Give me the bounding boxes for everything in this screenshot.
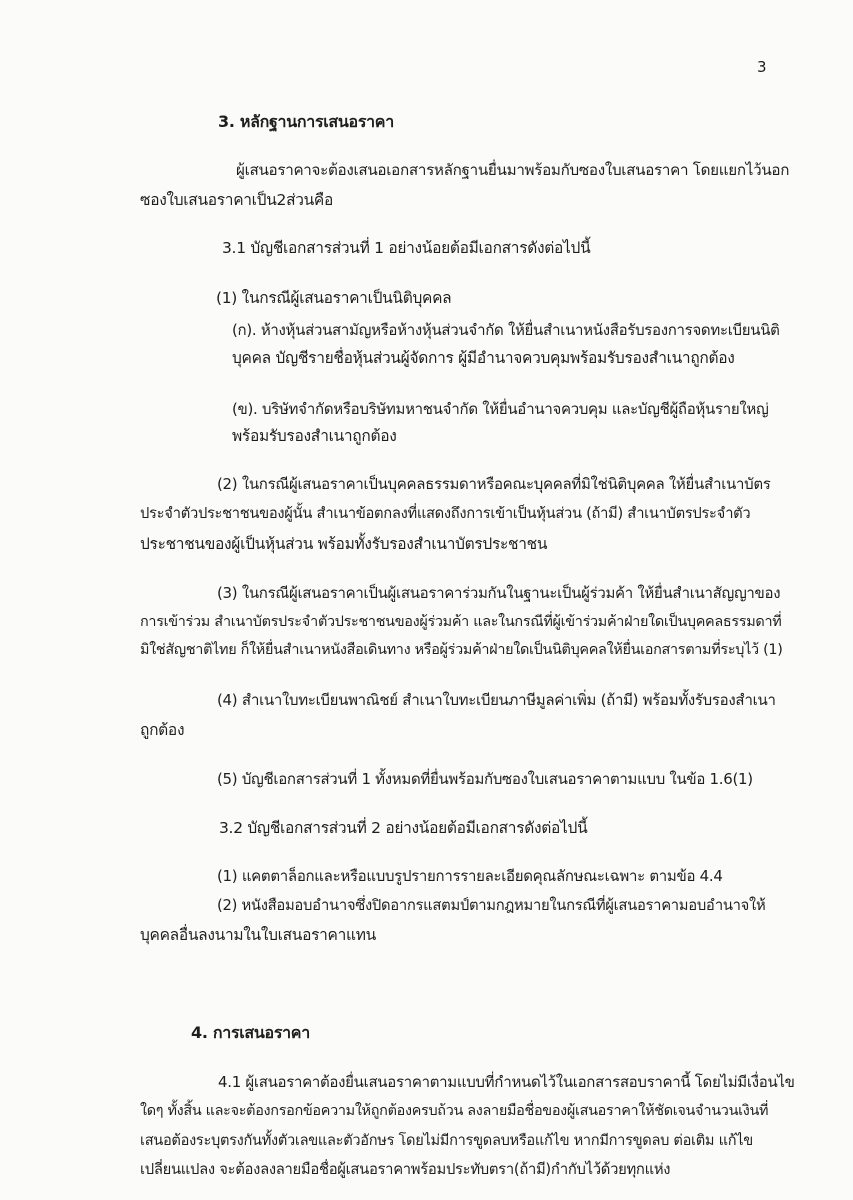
- section-3-heading: 3. หลักฐานการเสนอราคา: [218, 112, 394, 131]
- doc2-item-2-line-2: บุคคลอื่นลงนามในใบเสนอราคาแทน: [140, 926, 376, 944]
- section-3-intro-line-2: ซองใบเสนอราคาเป็น2ส่วนคือ: [140, 191, 334, 209]
- item-5: (5) บัญชีเอกสารส่วนที่ 1 ทั้งหมดที่ยื่นพร้อมกับซองใบเสนอราคาตามแบบ ในข้อ 1.6(1): [217, 770, 753, 788]
- subsection-3-1-title: 3.1 บัญชีเอกสารส่วนที่ 1 อย่างน้อยต้อมีเอกสารดังต่อไปนี้: [222, 239, 591, 257]
- item-1a-line-1: (ก). ห้างหุ้นส่วนสามัญหรือห้างหุ้นส่วนจำกัด ให้ยื่นสำเนาหนังสือรับรองการจดทะเบียนนิติ: [232, 321, 780, 339]
- item-4-line-1: (4) สำเนาใบทะเบียนพาณิชย์ สำเนาใบทะเบียนภาษีมูลค่าเพิ่ม (ถ้ามี) พร้อมทั้งรับรองสำเนา: [217, 691, 776, 709]
- item-3-line-3: มิใช่สัญชาติไทย ก็ให้ยื่นสำเนาหนังสือเดินทาง หรือผู้ร่วมค้าฝ่ายใดเป็นนิติบุคคลให้ยื่นเอกสารตามที่ระบุไว้ (1): [140, 642, 783, 658]
- section-4-heading: 4. การเสนอราคา: [191, 1023, 310, 1042]
- item-1b-line-1: (ข). บริษัทจำกัดหรือบริษัทมหาชนจำกัด ให้ยื่นอำนาจควบคุม และบัญชีผู้ถือหุ้นรายใหญ่: [232, 400, 769, 418]
- item-3-line-1: (3) ในกรณีผู้เสนอราคาเป็นผู้เสนอราคาร่วมกันในฐานะเป็นผู้ร่วมค้า ให้ยื่นสำเนาสัญญาของ: [217, 584, 781, 602]
- section-4-1-line-4: เปลี่ยนแปลง จะต้องลงลายมือชื่อผู้เสนอราคาพร้อมประทับตรา(ถ้ามี)กำกับไว้ด้วยทุกแห่ง: [140, 1161, 671, 1178]
- item-4-line-2: ถูกต้อง: [140, 721, 185, 739]
- section-4-1-line-3: เสนอต้องระบุตรงกันทั้งตัวเลขและตัวอักษร โดยไม่มีการขูดลบหรือแก้ไข หากมีการขูดลบ ต่อเติม แก้ไข: [140, 1132, 753, 1149]
- subsection-3-2-title: 3.2 บัญชีเอกสารส่วนที่ 2 อย่างน้อยต้อมีเอกสารดังต่อไปนี้: [219, 819, 588, 837]
- item-3-line-2: การเข้าร่วม สำเนาบัตรประจำตัวประชาชนของผู้ร่วมค้า และในกรณีที่ผู้เข้าร่วมค้าฝ่ายใดเป็นบุคคลธรรมดาที่: [140, 614, 782, 630]
- item-1a-line-2: บุคคล บัญชีรายชื่อหุ้นส่วนผู้จัดการ ผู้มีอำนาจควบคุมพร้อมรับรองสำเนาถูกต้อง: [232, 349, 735, 367]
- item-1-title: (1) ในกรณีผู้เสนอราคาเป็นนิติบุคคล: [216, 289, 452, 307]
- section-4-1-line-2: ใดๆ ทั้งสิ้น และจะต้องกรอกข้อความให้ถูกต้องครบถ้วน ลงลายมือชื่อของผู้เสนอราคาให้ชัดเจนจำนวนเงินที่: [140, 1103, 769, 1119]
- item-2-line-1: (2) ในกรณีผู้เสนอราคาเป็นบุคคลธรรมดาหรือคณะบุคคลที่มิใช่นิติบุคคล ให้ยื่นสำเนาบัตร: [217, 475, 771, 493]
- doc2-item-2-line-1: (2) หนังสือมอบอำนาจซึ่งปิดอากรแสตมป์ตามกฎหมายในกรณีที่ผู้เสนอราคามอบอำนาจให้: [217, 897, 766, 914]
- item-1b-line-2: พร้อมรับรองสำเนาถูกต้อง: [232, 427, 397, 445]
- item-2-line-3: ประชาชนของผู้เป็นหุ้นส่วน พร้อมทั้งรับรองสำเนาบัตรประชาชน: [140, 535, 548, 553]
- page-number: 3: [757, 58, 767, 76]
- item-2-line-2: ประจำตัวประชาชนของผู้นั้น สำเนาข้อตกลงที่แสดงถึงการเข้าเป็นหุ้นส่วน (ถ้ามี) สำเนาบัตรประจำตัว: [140, 505, 751, 522]
- doc2-item-1: (1) แคตตาล็อกและหรือแบบรูปรายการรายละเอียดคุณลักษณะเฉพาะ ตามข้อ 4.4: [217, 867, 723, 885]
- section-4-1-line-1: 4.1 ผู้เสนอราคาต้องยื่นเสนอราคาตามแบบที่กำหนดไว้ในเอกสารสอบราคานี้ โดยไม่มีเงื่อนไข: [218, 1073, 795, 1091]
- section-3-intro-line-1: ผู้เสนอราคาจะต้องเสนอเอกสารหลักฐานยื่นมาพร้อมกับซองใบเสนอราคา โดยแยกไว้นอก: [236, 161, 790, 179]
